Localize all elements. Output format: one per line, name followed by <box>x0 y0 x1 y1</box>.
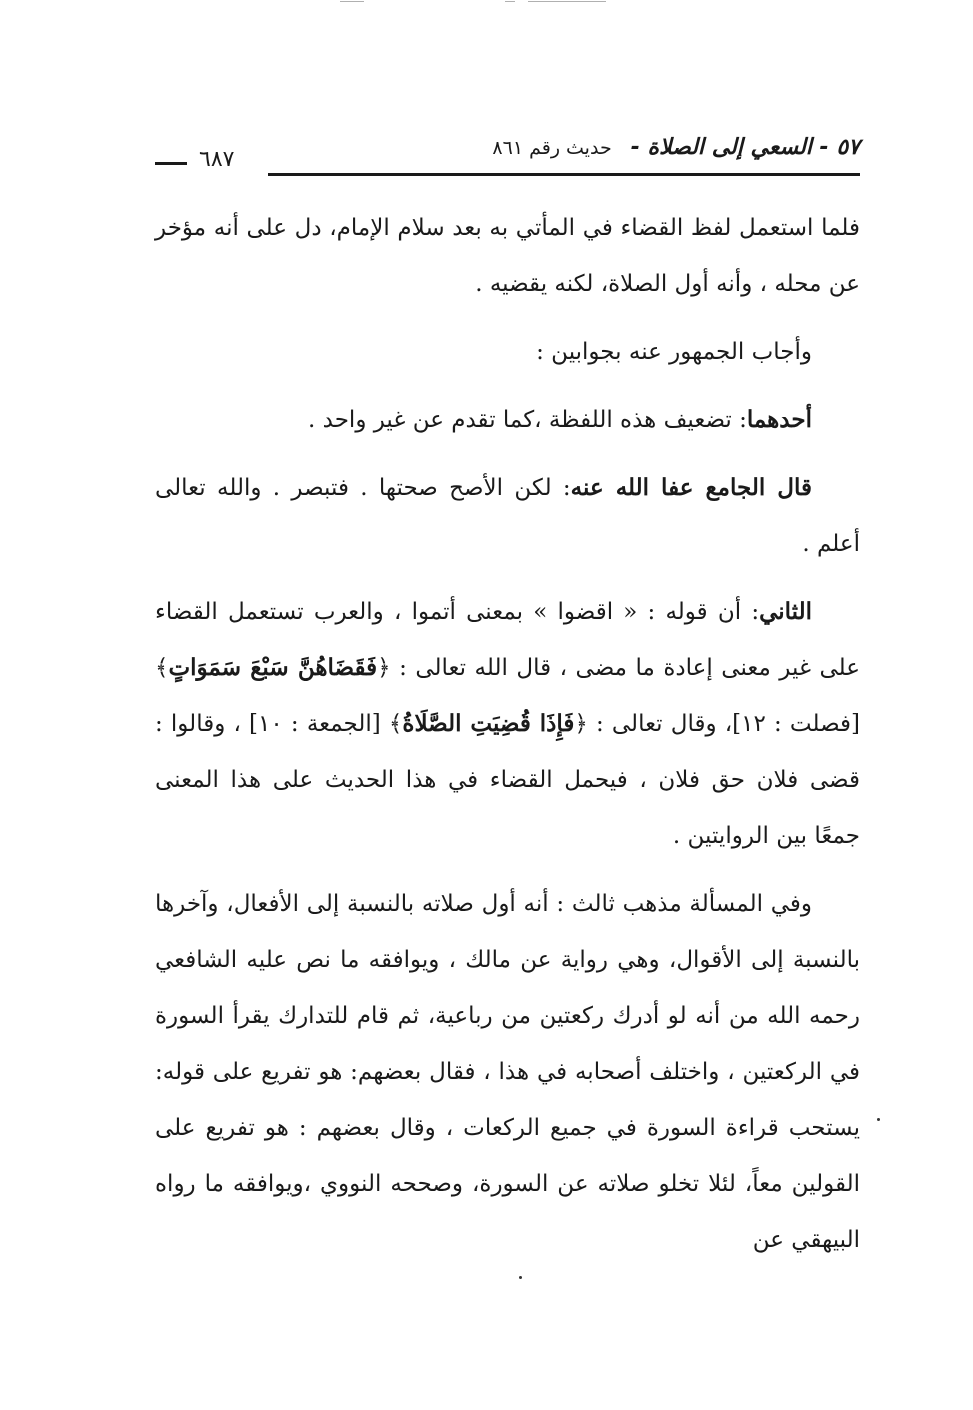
paragraph-text: : لكن الأصح صحتها . فتبصر . والله تعالى أعلم . <box>155 475 860 557</box>
paragraph-text: وفي المسألة مذهب ثالث : أنه أول صلاته بالنسبة إلى الأفعال، وآخرها بالنسبة إلى الأقوال، وهي رواية عن مالك ، ويوافقه ما نص عليه الشافعي رحمه الله من أنه لو أدرك ركعتين من رباعية، ثم قام للتدارك يقرأ السورة في الركعتين ، واختلف أصحابه في هذا ، فقال بعضهم: هو تفريع على قوله: يستحب قراءة السورة في جميع الركعات ، وقال بعضهم : هو تفريع على القولين معاً، لئلا تخلو صلاته عن السورة، وصححه النووي ،ويوافقه ما رواه البيهقي عن <box>155 891 860 1253</box>
scan-edge-marks <box>0 0 973 8</box>
page-number: ٦٨٧ <box>199 147 235 172</box>
bold-lead: قال الجامع عفا الله عنه <box>570 474 812 501</box>
paragraph <box>155 584 860 864</box>
header-rule <box>268 173 860 176</box>
paragraph <box>155 392 860 448</box>
paragraph-text: : أن قوله : « اقضوا » بمعنى أتموا ، والعرب تستعمل القضاء على غير معنى إعادة ما مضى ، قال الله تعالى : ﴿ <box>155 599 860 681</box>
body-text <box>155 200 860 1280</box>
paragraph-text: وأجاب الجمهور عنه بجوابين : <box>536 339 812 365</box>
scan-speck <box>877 1118 880 1121</box>
paragraph <box>155 876 860 1268</box>
bold-lead: أحدهما <box>746 406 812 433</box>
paragraph-text: فلما استعمل لفظ القضاء في المأتي به بعد سلام الإمام، دل على أنه مؤخر عن محله ، وأنه أول الصلاة، لكنه يقضيه . <box>155 215 860 297</box>
paragraph <box>155 324 860 380</box>
paragraph <box>155 200 860 312</box>
hadith-number: حديث رقم ٨٦١ <box>492 137 612 159</box>
scan-speck <box>519 1276 522 1279</box>
chapter-title: ٥٧ - السعي إلى الصلاة - <box>630 135 860 160</box>
quran-quote: فَإِذَا قُضِيَتِ الصَّلَاةُ <box>402 710 575 737</box>
paragraph <box>155 460 860 572</box>
bold-lead: الثاني <box>759 598 812 625</box>
paragraph-text: : تضعيف هذه اللفظة ،كما تقدم عن غير واحد . <box>308 407 747 433</box>
paragraph-text: ﴾ [الجمعة : ١٠] ، وقالوا : قضى فلان حق فلان ، فيحمل القضاء في هذا الحديث على هذا المعنى جمعًا بين الروايتين . <box>155 711 860 849</box>
page-number-dash <box>155 162 187 165</box>
running-header <box>155 135 860 181</box>
quran-quote: فَقَضَاهُنَّ سَبْعَ سَمَوَاتٍ <box>168 654 378 681</box>
header-title <box>492 135 860 160</box>
paragraph-text: ﴾ [فصلت : ١٢]، وقال تعالى : ﴿ <box>155 655 861 737</box>
